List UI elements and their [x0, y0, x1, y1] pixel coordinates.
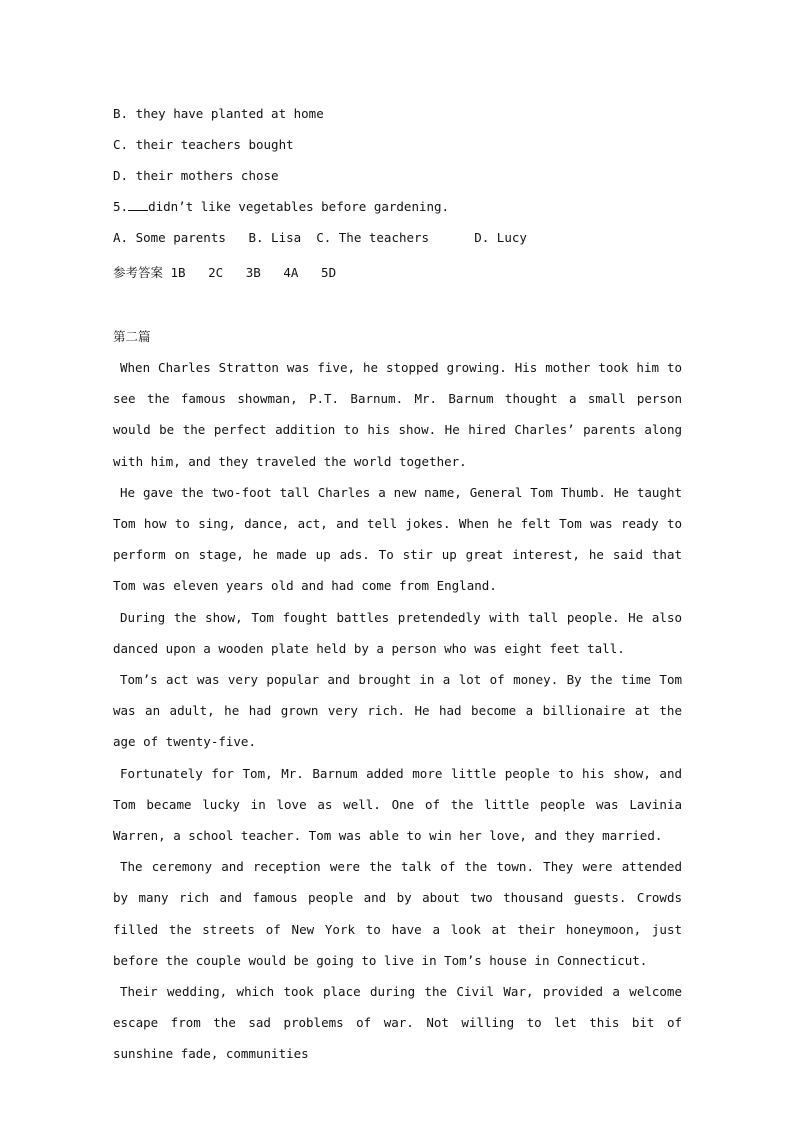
- passage-paragraph: Fortunately for Tom, Mr. Barnum added more little people to his show, and Tom became lucky in love as well. One of the little people was Lavinia Warren, a school teacher. Tom was able to win her love, and they married.: [113, 765, 682, 844]
- passage-paragraph: When Charles Stratton was five, he stopped growing. His mother took him to see the famous showman, P.T. Barnum. Mr. Barnum thought a small person would be the perfect addition to his show. He hired Charles’ parents along with him, and they traveled the world together.: [113, 360, 682, 469]
- question-5-number: 5.: [113, 199, 129, 214]
- passage-paragraph: Tom’s act was very popular and brought in a lot of money. By the time Tom was an adult, he had grown very rich. He had become a billionaire at the age of twenty-five.: [113, 672, 682, 750]
- document-page: [113, 98, 682, 1070]
- passage-paragraph: He gave the two-foot tall Charles a new name, General Tom Thumb. He taught Tom how to sing, dance, act, and tell jokes. When he felt Tom was ready to perform on stage, he made up ads. To stir up great interest, he said that Tom was eleven years old and had come from England.: [113, 484, 682, 594]
- passage-paragraph: The ceremony and reception were the talk of the town. They were attended by many rich and famous people and by about two thousand guests. Crowds filled the streets of New York to have a look at their honeymoon, just before the couple would be going to live in Tom’s house in Connecticut.: [113, 859, 682, 968]
- answer-key: 参考答案 1B 2C 3B 4A 5D: [113, 265, 337, 280]
- answer-blank: [128, 198, 148, 211]
- section-title: 第二篇: [113, 329, 151, 344]
- option-d: D. their mothers chose: [113, 168, 279, 183]
- passage-paragraph: During the show, Tom fought battles pretendedly with tall people. He also danced upon a wooden plate held by a person who was eight feet tall.: [113, 609, 682, 656]
- option-b: B. they have planted at home: [113, 106, 324, 121]
- question-5: [113, 191, 682, 222]
- question-5-options: A. Some parents B. Lisa C. The teachers D. Lucy: [113, 230, 527, 245]
- option-c: C. their teachers bought: [113, 137, 294, 152]
- question-5-stem: didn’t like vegetables before gardening.: [148, 199, 450, 214]
- passage-paragraph: Their wedding, which took place during the Civil War, provided a welcome escape from the sad problems of war. Not willing to let this bit of sunshine fade, communities: [113, 984, 682, 1062]
